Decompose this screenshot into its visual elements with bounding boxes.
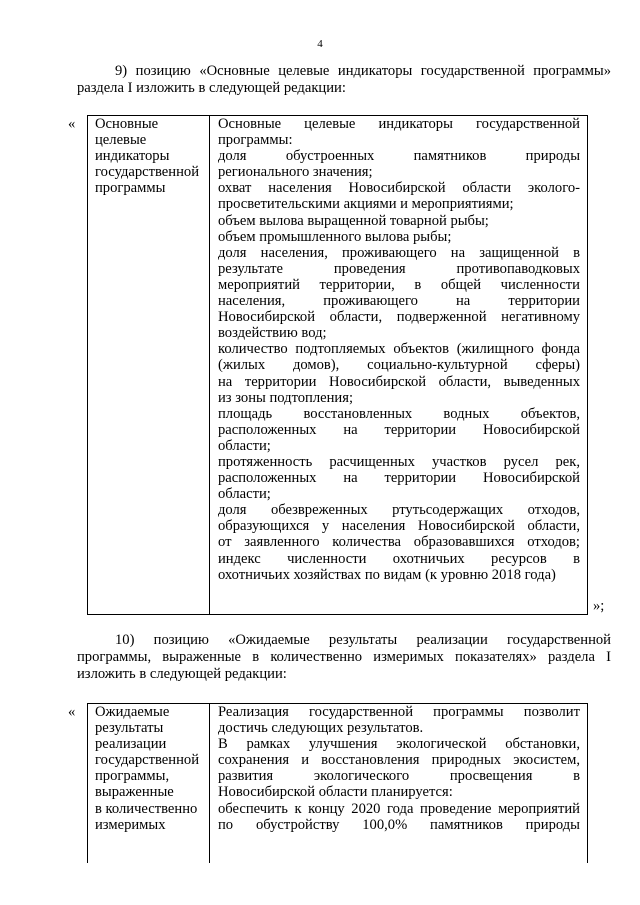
- table-1-left-line: целевые: [95, 132, 147, 149]
- table-1-right-line: доля обустроенных памятников природы: [218, 148, 580, 165]
- table-1-left-line: индикаторы: [95, 148, 170, 165]
- table-1-right-line: мероприятий территории, в общей численности: [218, 276, 580, 293]
- table-2-left-line: результаты: [95, 720, 164, 737]
- section-10-line: изложить в следующей редакции:: [77, 666, 287, 682]
- table-1-right-cell: [218, 116, 580, 583]
- table-1-right-line: Основные целевые индикаторы государственной: [218, 116, 580, 132]
- table-1-right-line: площадь восстановленных водных объектов,: [218, 405, 580, 422]
- table-2-open-quote: «: [68, 704, 76, 720]
- table-2-left-line: государственной: [95, 752, 200, 769]
- table-1-right-line: программы:: [218, 132, 293, 149]
- table-2-left-line: выраженные: [95, 784, 174, 801]
- table-1-right-line: расположенных на территории Новосибирской: [218, 421, 580, 438]
- table-1-left-line: Основные: [95, 116, 159, 132]
- table-1-right-line: области;: [218, 437, 271, 454]
- table-1-right-line: просветительскими акциями и мероприятиями;: [218, 196, 514, 213]
- table-2-left-line: реализации: [95, 736, 167, 753]
- table-1-right-line: доля населения, проживающего на защищенной в: [218, 244, 580, 261]
- table-1-right-line: протяженность расчищенных участков русел рек,: [218, 453, 580, 470]
- section-9-line: раздела I изложить в следующей редакции:: [77, 80, 346, 96]
- table-1-right-line: от заявленного количества образовавшихся отходов;: [218, 534, 580, 551]
- section-10-line: 10) позицию «Ожидаемые результаты реализации государственной: [115, 632, 611, 648]
- table-1-right-line: индекс численности охотничьих ресурсов в: [218, 550, 580, 567]
- table-1-right-line: объем вылова выращенной товарной рыбы;: [218, 212, 489, 229]
- section-9-intro: [77, 63, 611, 97]
- table-2-left-cell: [95, 704, 207, 861]
- table-2-right-line: сохранения и восстановления природных экосистем,: [218, 752, 580, 769]
- page-number: 4: [317, 38, 323, 50]
- table-1-open-quote: «: [68, 116, 76, 132]
- table-1-left-cell: [95, 116, 207, 196]
- table-2-right-line: Новосибирской области планируется:: [218, 784, 453, 801]
- table-1-right-line: воздействию вод;: [218, 325, 327, 342]
- table-1-right-line: Новосибирской области, подверженной негативному: [218, 309, 580, 326]
- table-2-left-line: измеримых: [95, 816, 166, 833]
- table-2-right-line: по обустройству 100,0% памятников природы: [218, 816, 580, 833]
- table-1-right-line: из зоны подтопления;: [218, 389, 354, 406]
- table-1-right-line: количество подтопляемых объектов (жилищного фонда: [218, 341, 580, 358]
- table-1-left-line: программы: [95, 180, 166, 197]
- table-1-right-line: образующихся у населения Новосибирской области,: [218, 518, 580, 535]
- section-10-intro: [77, 632, 611, 683]
- table-2-left-line: Ожидаемые: [95, 704, 170, 720]
- table-2-right-cell: [218, 704, 580, 861]
- table-1-right-line: на территории Новосибирской области, выведенных: [218, 373, 580, 390]
- table-1-right-line: доля обезвреженных ртутьсодержащих отходов,: [218, 502, 580, 519]
- section-9-line: 9) позицию «Основные целевые индикаторы государственной программы»: [115, 63, 611, 79]
- table-1-right-line: населения, проживающего на территории: [218, 293, 580, 310]
- table-1-right-line: охват населения Новосибирской области эколого-: [218, 180, 580, 197]
- table-2-left-line: программы,: [95, 768, 170, 785]
- table-1-left-line: государственной: [95, 164, 200, 181]
- table-2-right-line: развития экологического просвещения в: [218, 768, 580, 785]
- table-2-right-line: достичь следующих результатов.: [218, 720, 424, 737]
- table-1-right-line: регионального значения;: [218, 164, 373, 181]
- table-1-right-line: результате проведения противопаводковых: [218, 260, 580, 277]
- table-1-right-line: (жилых домов), социально-культурной сферы): [218, 357, 580, 374]
- table-1-right-line: расположенных на территории Новосибирской: [218, 470, 580, 487]
- table-1-close-quote: »;: [593, 598, 605, 614]
- table-2-right-line: обеспечить к концу 2020 года проведение мероприятий: [218, 800, 580, 817]
- table-1-right-line: объем промышленного вылова рыбы;: [218, 228, 452, 245]
- table-2-right-line: Реализация государственной программы позволит: [218, 704, 580, 720]
- section-10-line: программы, выраженные в количественно измеримых показателях» раздела I: [77, 649, 611, 665]
- table-2-right-line: В рамках улучшения экологической обстановки,: [218, 736, 580, 753]
- table-2-left-line: в количественно: [95, 800, 198, 817]
- table-1-right-line: области;: [218, 486, 271, 503]
- table-1-right-line: охотничьих хозяйствах по видам (к уровню 2018 года): [218, 566, 556, 583]
